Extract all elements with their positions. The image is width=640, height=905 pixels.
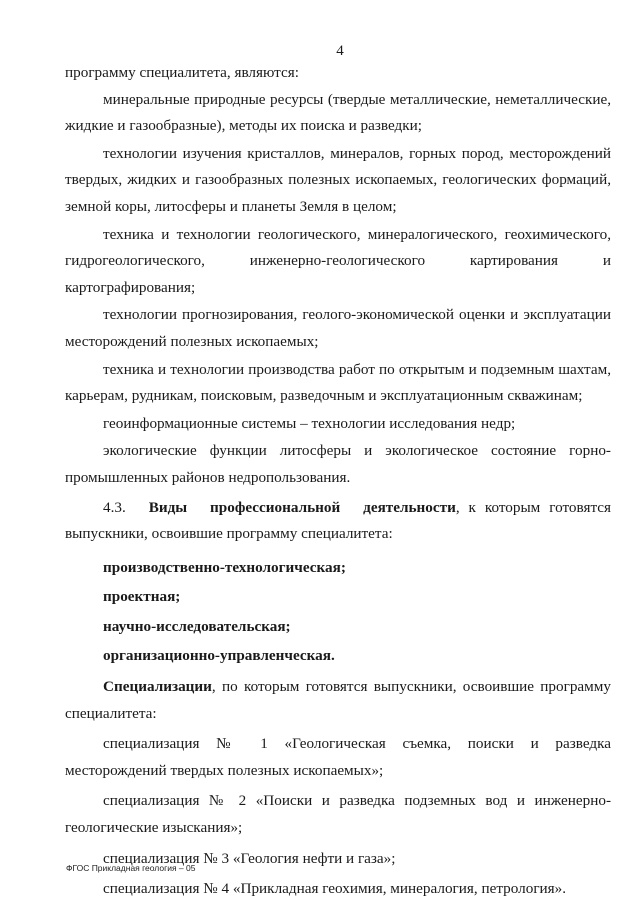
page-number: 4 [336,43,344,59]
footer-label: ФГОС Прикладная геология – 05 [66,863,196,873]
paragraph: геоинформационные системы – технологии исследования недр; [103,414,516,432]
word: инженерно-геологического [249,252,426,270]
activity-item: организационно-управленческая. [103,647,335,665]
paragraph: техника и технологии производства работ по открытым и подземным шахтам, карьерам, рудникам, поисковым, разведочным и эксплуатационным скважинам; [65,360,611,405]
section-text: , к которым готовятся выпускники, освоившие программу специалитета: [65,498,611,543]
specialization-item: специализация № 3 «Геология нефти и газа»; [103,849,396,867]
activity-item: производственно-технологическая; [103,558,346,576]
body-text [65,60,611,903]
specializations-title: Специализации [103,678,212,696]
paragraph: картографирования; [65,278,196,296]
paragraph: технологии изучения кристаллов, минералов, горных пород, месторождений твердых, жидких и газообразных полезных ископаемых, геологических формаций, земной коры, литосферы и планеты Земля в целом; [65,144,611,215]
word: и [602,252,611,270]
paragraph: минеральные природные ресурсы (твердые металлические, неметаллические, жидкие и газообразные), методы их поиска и разведки; [65,90,611,135]
activity-item: научно-исследовательская; [103,617,291,635]
activity-item: проектная; [103,588,181,606]
word: картирования [469,252,559,270]
paragraph: программу специалитета, являются: [65,64,299,81]
paragraph-line [65,248,611,275]
section-heading-paragraph [65,495,611,548]
paragraph: экологические функции литосферы и экологическое состояние горно-промышленных районов недропользования. [65,442,611,486]
specialization-item: специализация № 4 «Прикладная геохимия, минералогия, петрология». [103,880,567,898]
paragraph: техника и технологии геологического, минералогического, геохимического, [103,225,611,243]
specialization-item: специализация № 2 «Поиски и разведка подземных вод и инженерно-геологические изыскания»; [65,792,611,837]
word: гидрогеологического, [65,252,205,270]
specialization-item: специализация № 1 «Геологическая съемка, поиски и разведка месторождений твердых полезных ископаемых»; [65,735,611,779]
section-title: Виды профессиональной деятельности [148,498,456,516]
specializations-intro [65,674,611,727]
specializations-text: , по которым готовятся выпускники, освоившие программу специалитета: [65,678,611,722]
section-number: 4.3. [103,498,126,516]
paragraph: технологии прогнозирования, геолого-экономической оценки и эксплуатации месторождений полезных ископаемых; [65,306,611,350]
